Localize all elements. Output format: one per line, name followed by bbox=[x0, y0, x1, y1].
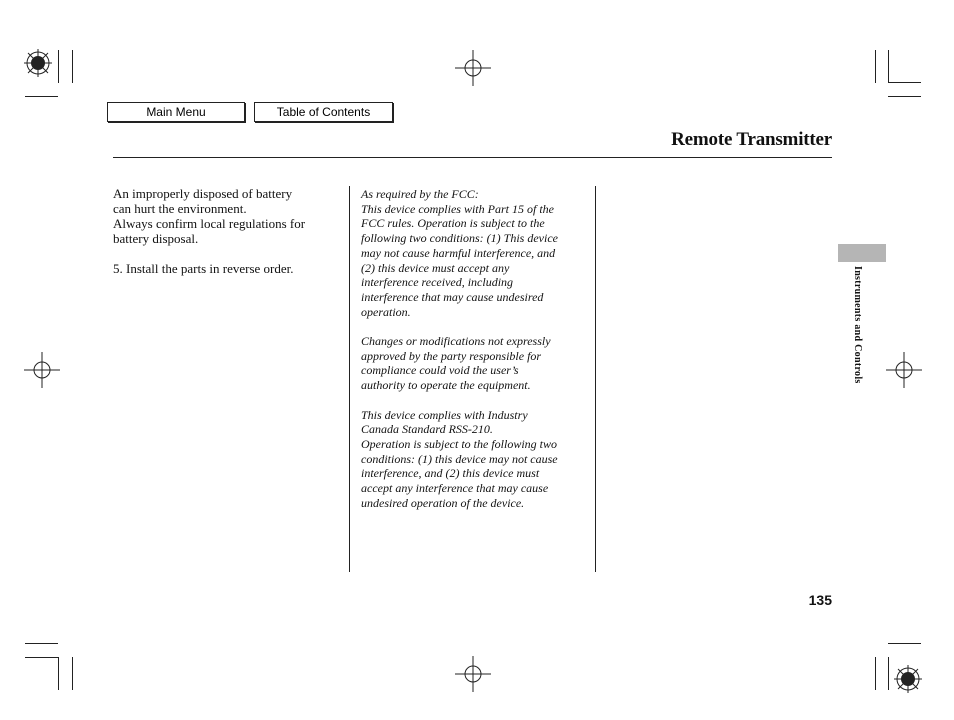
text-line: (2) this device must accept any bbox=[361, 260, 510, 275]
crop-mark bbox=[875, 50, 876, 83]
text-line: interference that may cause undesired bbox=[361, 289, 544, 304]
text-line: Canada Standard RSS-210. bbox=[361, 422, 493, 437]
regulatory-notice bbox=[361, 187, 593, 510]
text-line: FCC rules. Operation is subject to the bbox=[361, 216, 545, 231]
text-line: interference, and (2) this device must bbox=[361, 466, 540, 481]
crop-mark bbox=[72, 50, 73, 83]
crop-mark bbox=[875, 657, 876, 690]
crosshair-icon bbox=[455, 656, 491, 692]
text-line: approved by the party responsible for bbox=[361, 348, 542, 363]
text-line: Changes or modifications not expressly bbox=[361, 334, 551, 349]
page-title: Remote Transmitter bbox=[671, 129, 832, 150]
text-line: This device complies with Part 15 of the bbox=[361, 201, 554, 216]
crop-mark bbox=[888, 643, 921, 644]
crop-mark bbox=[58, 50, 59, 83]
column-divider bbox=[595, 186, 596, 572]
text-line: operation. bbox=[361, 304, 411, 319]
main-menu-button[interactable]: Main Menu bbox=[107, 102, 245, 122]
registration-target-icon bbox=[892, 663, 924, 695]
fcc-paragraph bbox=[361, 187, 593, 319]
crop-mark bbox=[25, 657, 58, 658]
text-line: As required by the FCC: bbox=[361, 187, 479, 201]
text-line: accept any interference that may cause bbox=[361, 481, 549, 496]
text-line: compliance could void the user’s bbox=[361, 363, 519, 378]
text-line: may not cause harmful interference, and bbox=[361, 245, 556, 260]
crop-mark bbox=[888, 50, 889, 83]
text-line: can hurt the environment. bbox=[113, 201, 247, 216]
step-text: 5. Install the parts in reverse order. bbox=[113, 261, 294, 276]
crop-mark bbox=[888, 96, 921, 97]
text-line: authority to operate the equipment. bbox=[361, 378, 531, 393]
text-line: following two conditions: (1) This device bbox=[361, 231, 558, 246]
text-line: Always confirm local regulations for bbox=[113, 216, 306, 231]
text-line: conditions: (1) this device may not cause bbox=[361, 451, 558, 466]
page-number: 135 bbox=[808, 592, 832, 608]
column-divider bbox=[349, 186, 350, 572]
crosshair-icon bbox=[886, 352, 922, 388]
changes-paragraph bbox=[361, 334, 593, 393]
section-tab bbox=[838, 244, 886, 262]
text-line: This device complies with Industry bbox=[361, 407, 528, 422]
crop-mark bbox=[72, 657, 73, 690]
header-divider bbox=[113, 157, 832, 158]
text-line: battery disposal. bbox=[113, 231, 199, 246]
canada-paragraph bbox=[361, 408, 593, 511]
crosshair-icon bbox=[455, 50, 491, 86]
crop-mark bbox=[888, 657, 889, 690]
text-line: undesired operation of the device. bbox=[361, 495, 525, 510]
crop-mark bbox=[58, 657, 59, 690]
text-line: interference received, including bbox=[361, 275, 514, 290]
table-of-contents-button[interactable]: Table of Contents bbox=[254, 102, 393, 122]
registration-target-icon bbox=[22, 47, 54, 79]
section-label: Instruments and Controls bbox=[852, 266, 863, 384]
crosshair-icon bbox=[24, 352, 60, 388]
text-line: Operation is subject to the following two bbox=[361, 436, 557, 451]
crop-mark bbox=[25, 96, 58, 97]
crop-mark bbox=[888, 82, 921, 83]
left-column bbox=[113, 186, 341, 276]
text-line: An improperly disposed of battery bbox=[113, 186, 293, 201]
crop-mark bbox=[25, 643, 58, 644]
